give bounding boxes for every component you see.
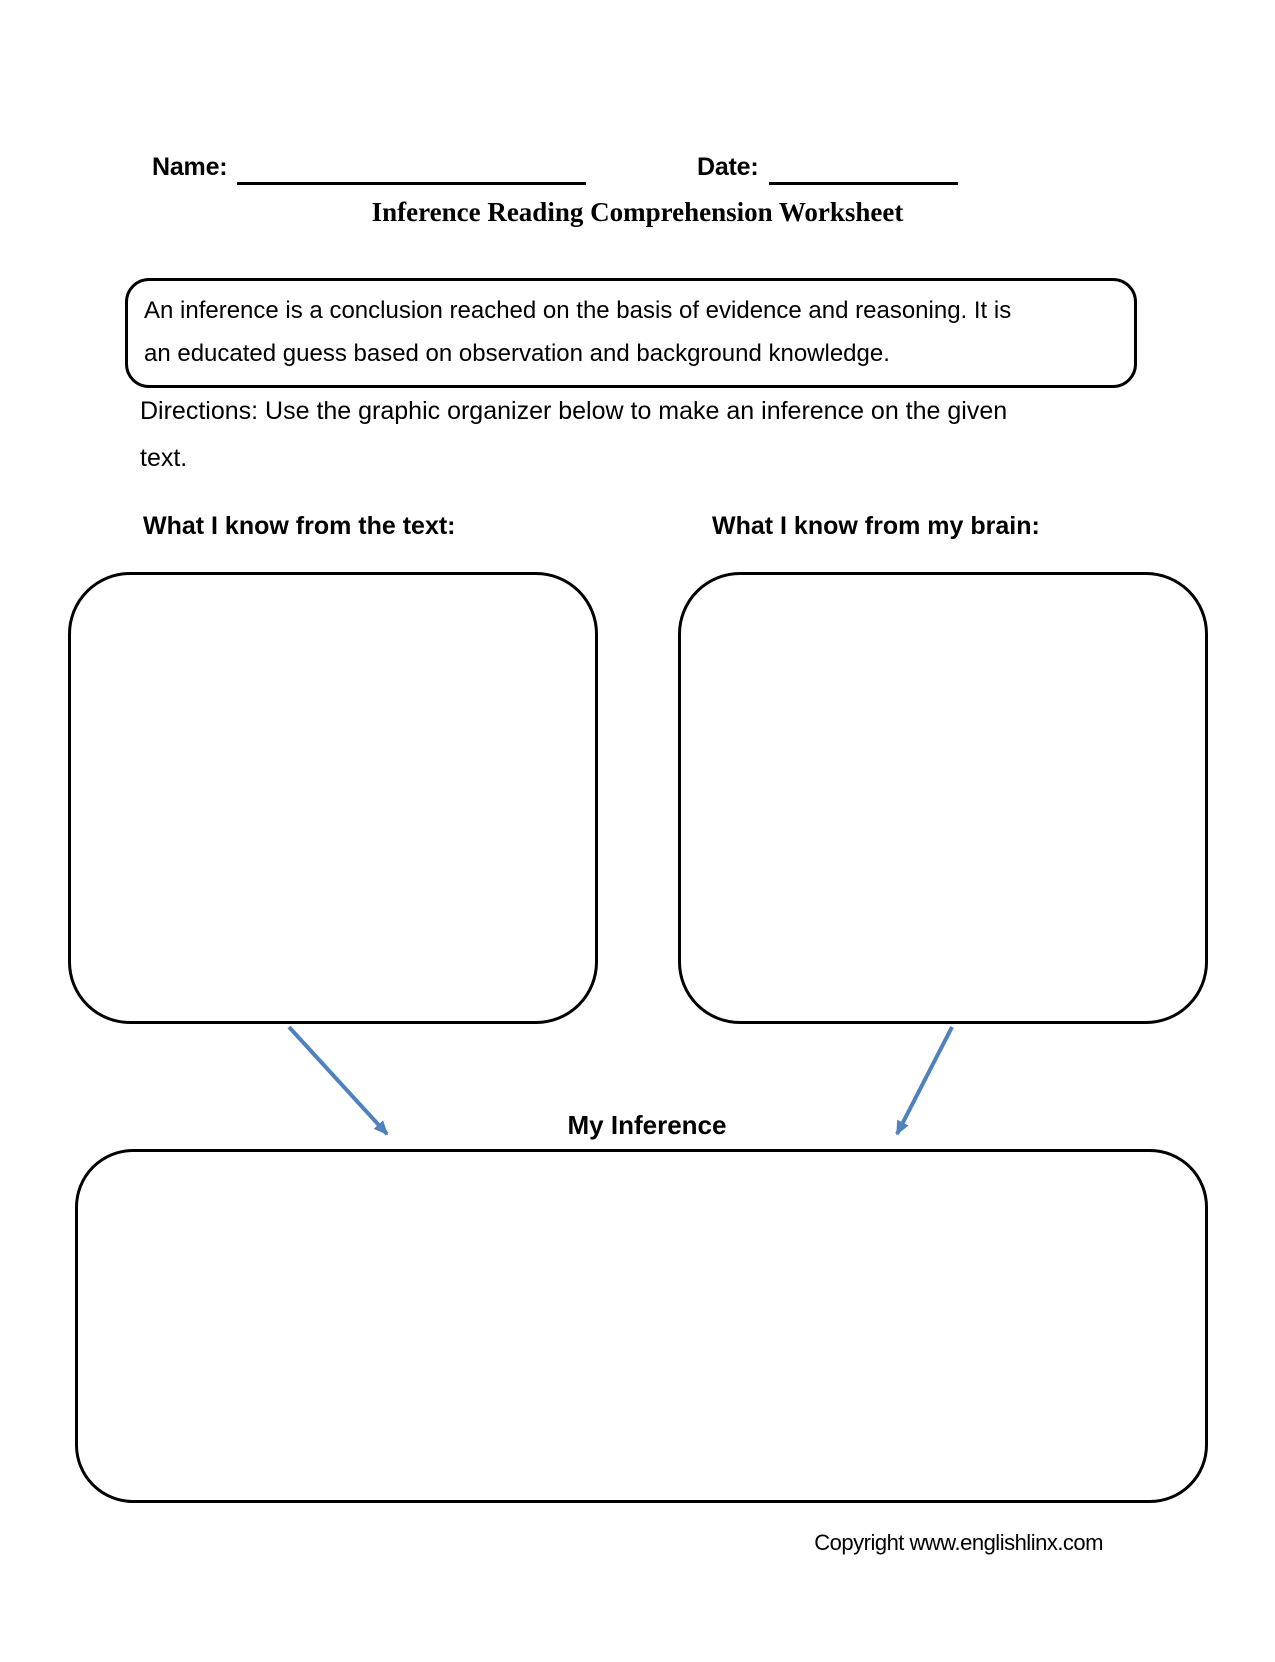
directions-text-line-1: Directions: Use the graphic organizer below to make an inference on the given (140, 397, 1008, 425)
definition-text-line-1: An inference is a conclusion reached on the basis of evidence and reasoning. It is (144, 297, 1012, 324)
date-label: Date: (697, 153, 759, 181)
brain-box-label: What I know from my brain: (712, 512, 1040, 540)
brain-knowledge-box[interactable] (678, 572, 1208, 1024)
name-fill-line[interactable] (237, 155, 586, 185)
copyright-text: Copyright www.englishlinx.com (814, 1530, 1103, 1555)
date-fill-line[interactable] (769, 155, 958, 185)
directions-text (140, 388, 1140, 482)
definition-box (125, 278, 1137, 388)
directions-text-line-2: text. (140, 444, 188, 472)
text-evidence-box[interactable] (68, 572, 598, 1024)
name-label: Name: (152, 153, 228, 181)
inference-label: My Inference (567, 1110, 727, 1140)
definition-text-line-2: an educated guess based on observation and background knowledge. (144, 340, 890, 367)
inference-box[interactable] (75, 1149, 1208, 1503)
page-title: Inference Reading Comprehension Worksheet (371, 197, 904, 227)
text-box-label: What I know from the text: (143, 512, 456, 540)
